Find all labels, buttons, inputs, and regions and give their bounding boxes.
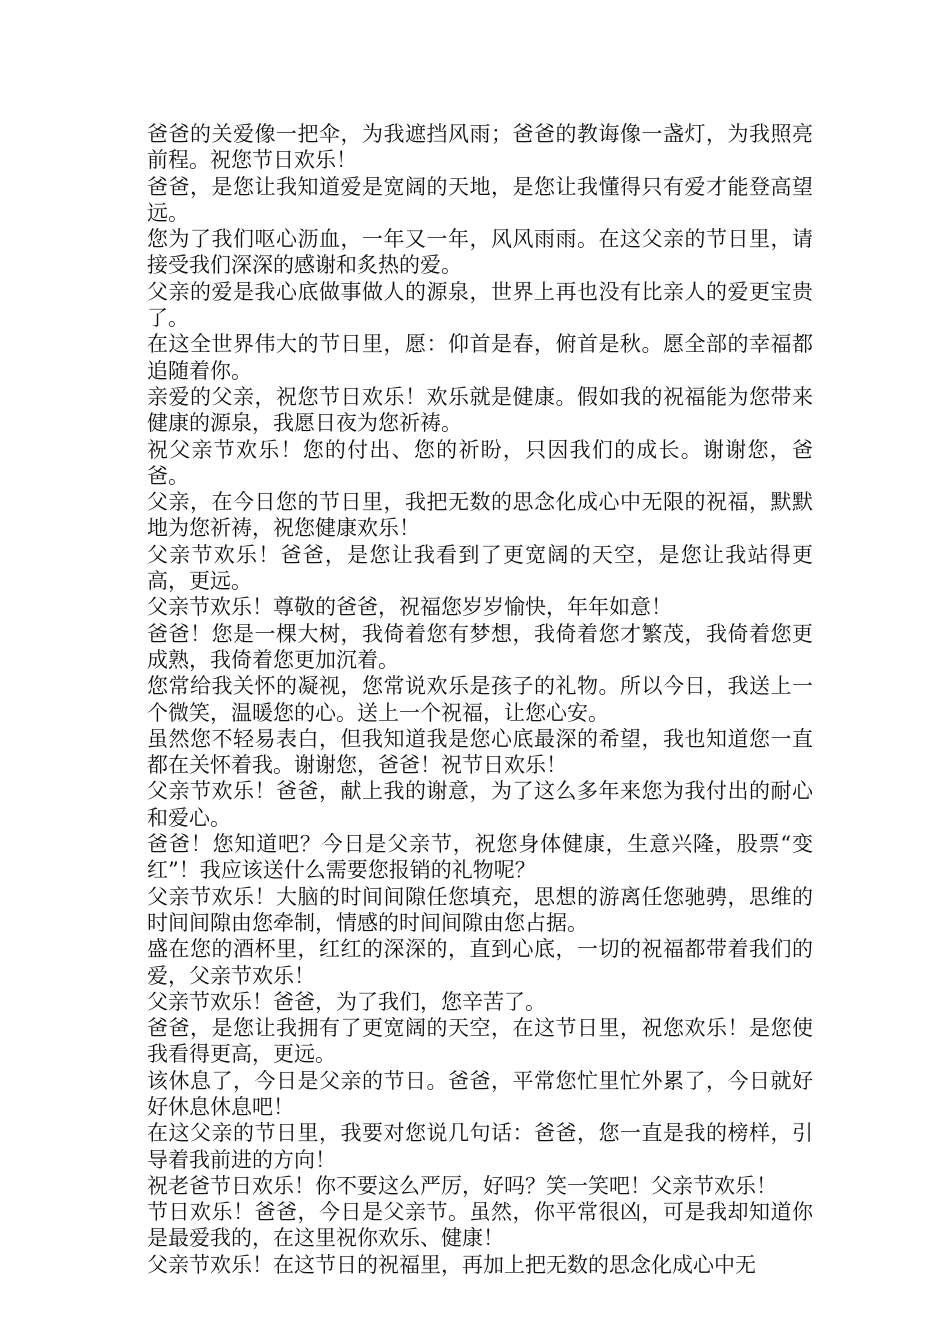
paragraph-9: 父亲节欢乐！爸爸，是您让我看到了更宽阔的天空，是您让我站得更高，更远。 (147, 542, 813, 594)
paragraph-24: 父亲节欢乐！在这节日的祝福里，再加上把无数的思念化成心中无 (147, 1252, 756, 1277)
paragraph-14: 父亲节欢乐！爸爸，献上我的谢意，为了这么多年来您为我付出的耐心和爱心。 (147, 779, 813, 830)
paragraph-23: 节日欢乐！爸爸，今日是父亲节。虽然，你平常很凶，可是我却知道你是最爱我的，在这里祝你欢乐、健康！ (147, 1200, 813, 1251)
paragraph-3: 您为了我们呕心沥血，一年又一年，风风雨雨。在这父亲的节日里，请接受我们深深的感谢和炙热的爱。 (147, 227, 813, 278)
paragraph-22: 祝老爸节日欢乐！你不要这么严厉，好吗？笑一笑吧！父亲节欢乐！ (147, 1173, 777, 1198)
paragraph-1: 爸爸的关爱像一把伞，为我遮挡风雨；爸爸的教诲像一盏灯，为我照亮前程。祝您节日欢乐！ (147, 122, 813, 173)
paragraph-6: 亲爱的父亲，祝您节日欢乐！欢乐就是健康。假如我的祝福能为您带来健康的源泉，我愿日夜为您祈祷。 (147, 384, 813, 436)
paragraph-21: 在这父亲的节日里，我要对您说几句话：爸爸，您一直是我的榜样，引导着我前进的方向！ (147, 1121, 813, 1172)
paragraph-2: 爸爸，是您让我知道爱是宽阔的天地，是您让我懂得只有爱才能登高望远。 (147, 174, 813, 225)
paragraph-15: 爸爸！您知道吧？今日是父亲节，祝您身体健康，生意兴隆，股票“变红”！我应该送什么需要您报销的礼物呢？ (147, 832, 813, 883)
paragraph-16: 父亲节欢乐！大脑的时间间隙任您填充，思想的游离任您驰骋，思维的时间间隙由您牵制，情感的时间间隙由您占据。 (147, 884, 813, 935)
paragraph-10: 父亲节欢乐！尊敬的爸爸，祝福您岁岁愉快，年年如意！ (147, 595, 672, 620)
paragraph-12: 您常给我关怀的凝视，您常说欢乐是孩子的礼物。所以今日，我送上一个微笑，温暖您的心。送上一个祝福，让您心安。 (147, 674, 813, 725)
paragraph-18: 父亲节欢乐！爸爸，为了我们，您辛苦了。 (147, 989, 546, 1014)
document-body (147, 121, 813, 1278)
paragraph-5: 在这全世界伟大的节日里，愿：仰首是春，俯首是秋。愿全部的幸福都追随着你。 (147, 332, 813, 383)
paragraph-19: 爸爸，是您让我拥有了更宽阔的天空，在这节日里，祝您欢乐！是您使我看得更高，更远。 (147, 1016, 813, 1067)
paragraph-17: 盛在您的酒杯里，红红的深深的，直到心底，一切的祝福都带着我们的爱，父亲节欢乐！ (147, 937, 813, 988)
paragraph-11: 爸爸！您是一棵大树，我倚着您有梦想，我倚着您才繁茂，我倚着您更成熟，我倚着您更加沉着。 (147, 621, 813, 672)
paragraph-8: 父亲，在今日您的节日里，我把无数的思念化成心中无限的祝福，默默地为您祈祷，祝您健康欢乐！ (147, 490, 813, 541)
paragraph-13: 虽然您不轻易表白，但我知道我是您心底最深的希望，我也知道您一直都在关怀着我。谢谢您，爸爸！祝节日欢乐！ (147, 726, 813, 778)
paragraph-4: 父亲的爱是我心底做事做人的源泉，世界上再也没有比亲人的爱更宝贵了。 (147, 279, 813, 331)
paragraph-7: 祝父亲节欢乐！您的付出、您的祈盼，只因我们的成长。谢谢您，爸爸。 (147, 437, 813, 488)
paragraph-20: 该休息了，今日是父亲的节日。爸爸，平常您忙里忙外累了，今日就好好休息休息吧！ (147, 1068, 813, 1119)
